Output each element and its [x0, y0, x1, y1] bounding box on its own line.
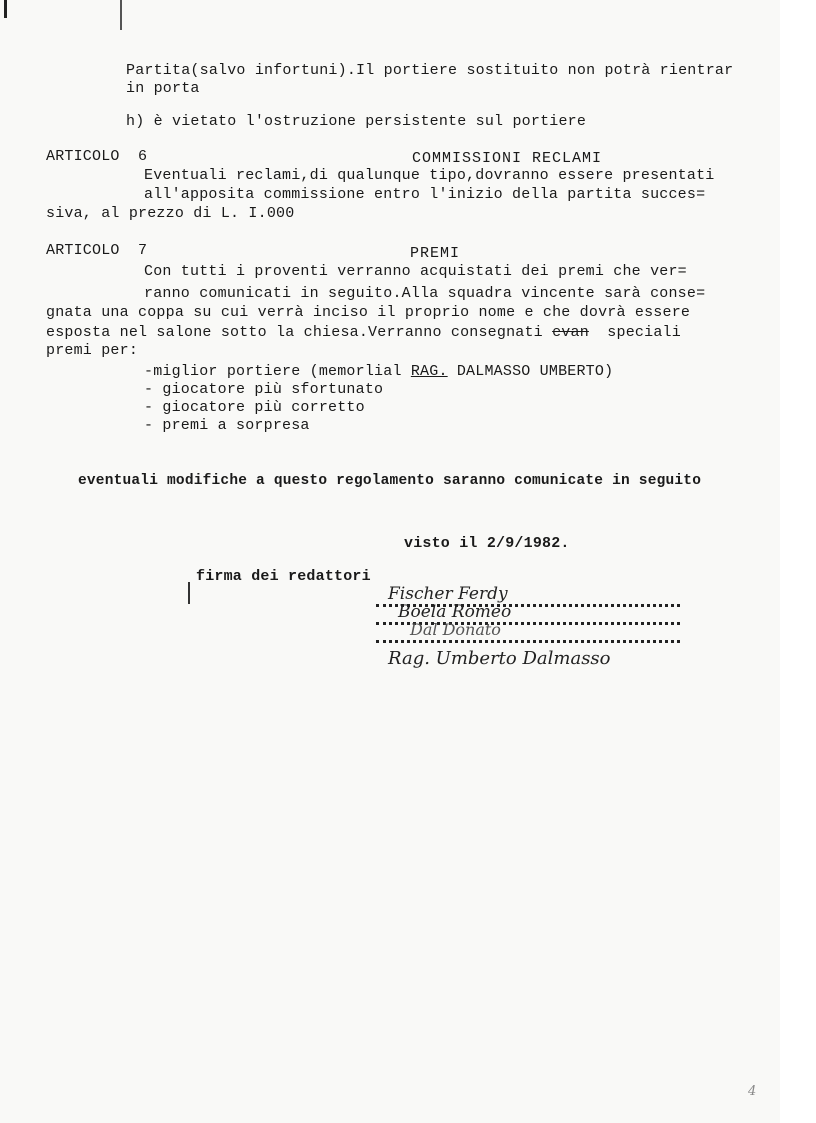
prize-4: - premi a sorpresa	[144, 417, 310, 434]
page-number: 4	[748, 1084, 757, 1099]
article-7-body-4	[46, 324, 681, 342]
signature-4: Rag. Umberto Dalmasso	[388, 648, 611, 669]
scan-mark-corner	[4, 0, 7, 18]
scan-mark-top	[120, 0, 122, 30]
article-6-body-2: all'apposita commissione entro l'inizio della partita succes=	[144, 186, 706, 203]
prize-1-text: -miglior portiere (memorlial	[144, 363, 411, 380]
prize-3: - giocatore più corretto	[144, 399, 365, 416]
continuation-line-2: in porta	[126, 80, 200, 97]
article-6-label: ARTICOLO 6	[46, 148, 148, 165]
closing-note: eventuali modifiche a questo regolamento saranno comunicate in seguito	[78, 473, 702, 489]
signature-3: Dal Donato	[410, 620, 501, 639]
page-margin	[780, 0, 816, 1123]
rule-h: h) è vietato l'ostruzione persistente sul portiere	[126, 113, 587, 130]
continuation-line-1: Partita(salvo infortuni).Il portiere sostituito non potrà rientrar	[126, 62, 734, 79]
article-6-title: COMMISSIONI RECLAMI	[412, 150, 603, 167]
article-7-body-4-text: esposta nel salone sotto la chiesa.Verranno consegnati	[46, 324, 553, 341]
article-6-body-3: siva, al prezzo di L. I.000	[46, 205, 295, 222]
article-7-body-1: Con tutti i proventi verranno acquistati dei premi che ver=	[144, 263, 687, 280]
article-7-body-3: gnata una coppa su cui verrà inciso il proprio nome e che dovrà essere	[46, 304, 691, 321]
prize-2: - giocatore più sfortunato	[144, 381, 384, 398]
prize-1-rag: RAG.	[410, 363, 448, 380]
signature-1: Fischer Ferdy	[388, 584, 508, 604]
article-7-body-4-tail: speciali	[588, 324, 681, 341]
signature-2: Boela Romeo	[398, 602, 512, 622]
article-7-body-5: premi per:	[46, 342, 139, 359]
article-7-body-2: ranno comunicati in seguito.Alla squadra vincente sarà conse=	[144, 285, 706, 302]
margin-mark	[188, 582, 190, 604]
struck-word: evan	[552, 324, 589, 341]
signature-label: firma dei redattori	[196, 568, 371, 585]
date-line: visto il 2/9/1982.	[404, 535, 570, 552]
signature-line-3	[376, 640, 680, 643]
article-7-title: PREMI	[410, 245, 461, 262]
prize-1-name: DALMASSO UMBERTO)	[447, 363, 614, 380]
article-7-label: ARTICOLO 7	[46, 242, 148, 259]
article-6-body-1: Eventuali reclami,di qualunque tipo,dovranno essere presentati	[144, 167, 715, 184]
prize-1	[144, 363, 613, 381]
